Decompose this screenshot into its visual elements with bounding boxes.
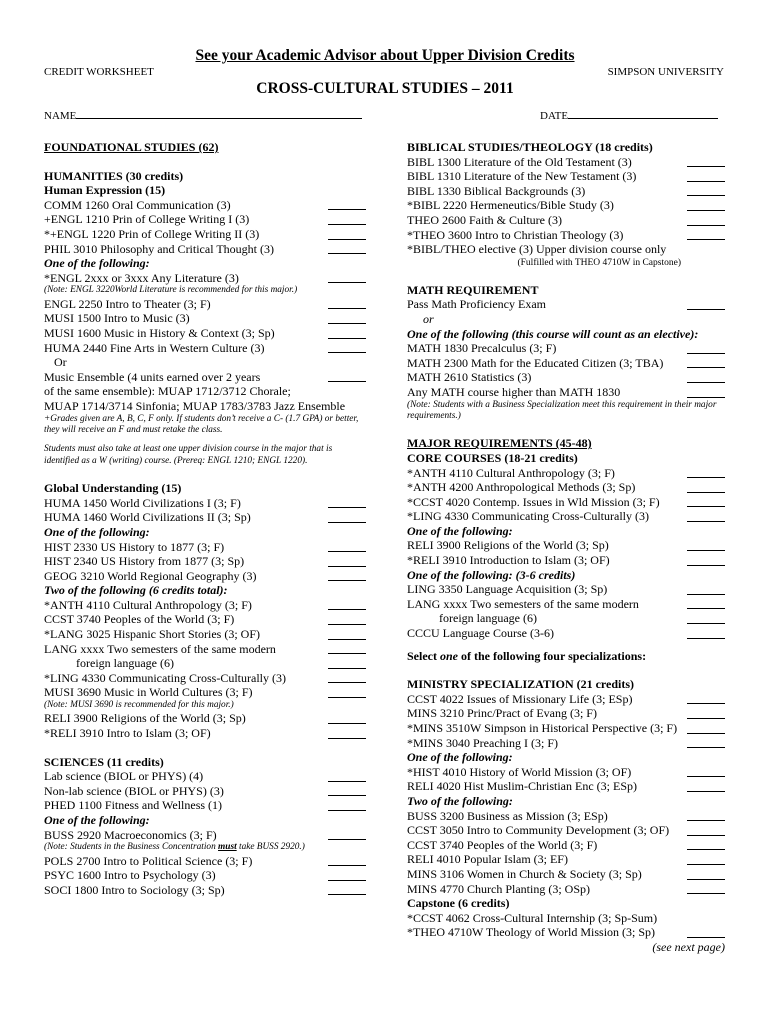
course-line: *LANG 3025 Hispanic Short Stories (3; OF) [44,627,366,642]
checkbox-line[interactable] [328,682,366,683]
checkbox-line[interactable] [687,166,725,167]
course-line: BIBL 1310 Literature of the New Testament (3) [407,169,725,184]
date-field[interactable] [540,108,718,122]
course-line: BIBL 1300 Literature of the Old Testament (3) [407,155,725,170]
checkbox-line[interactable] [687,492,725,493]
date-line[interactable] [568,108,718,119]
checkbox-line[interactable] [687,608,725,609]
or-text: or [423,311,434,326]
course-line: CCST 3740 Peoples of the World (3; F) [407,838,725,853]
checkbox-line[interactable] [687,195,725,196]
course-line: MINS 3106 Women in Church & Society (3; Sp) [407,867,725,882]
course-line: MUAP 1714/3714 Sinfonia; MUAP 1783/3783 Jazz Ensemble [44,398,346,413]
checkbox-line[interactable] [328,810,366,811]
course-line: LANG xxxx Two semesters of the same modern [44,642,366,657]
checkbox-line[interactable] [687,638,725,639]
course-line: POLS 2700 Intro to Political Science (3; F) [44,854,366,869]
note: (Note: MUSI 3690 is recommended for this major.) [44,700,234,711]
subsection-heading: Human Expression (15) [44,183,166,198]
course-line: PSYC 1600 Intro to Psychology (3) [44,868,366,883]
checkbox-line[interactable] [687,718,725,719]
checkbox-line[interactable] [687,506,725,507]
checkbox-line[interactable] [328,323,366,324]
checkbox-line[interactable] [687,820,725,821]
checkbox-line[interactable] [687,703,725,704]
course-line: *THEO 4710W Theology of World Mission (3; Sp) [407,925,725,940]
course-line: BUSS 2920 Macroeconomics (3; F) [44,828,366,843]
course-line: HUMA 1450 World Civilizations I (3; F) [44,496,366,511]
checkbox-line[interactable] [328,282,366,283]
checkbox-line[interactable] [687,382,725,383]
section-heading: MATH REQUIREMENT [407,282,539,297]
course-line: GEOG 3210 World Regional Geography (3) [44,569,366,584]
checkbox-line[interactable] [687,791,725,792]
checkbox-line[interactable] [328,697,366,698]
checkbox-line[interactable] [328,580,366,581]
checkbox-line[interactable] [687,623,725,624]
checkbox-line[interactable] [687,353,725,354]
course-line: RELI 4010 Popular Islam (3; EF) [407,852,725,867]
course-line: *LING 4330 Communicating Cross-Culturally (3) [44,671,366,686]
checkbox-line[interactable] [328,639,366,640]
section-heading: BIBLICAL STUDIES/THEOLOGY (18 credits) [407,140,653,154]
subsection-heading: Capstone (6 credits) [407,896,510,911]
course-line: LANG xxxx Two semesters of the same modern [407,597,725,612]
checkbox-line[interactable] [687,397,725,398]
choice-heading: Two of the following (6 credits total): [44,583,228,598]
course-line: PHIL 3010 Philosophy and Critical Thought (3) [44,242,366,257]
checkbox-line[interactable] [328,894,366,895]
note: (Note: Students with a Business Specialization meet this requirement in their major requirements.) [407,399,717,421]
checkbox-line[interactable] [328,566,366,567]
checkbox-line[interactable] [687,864,725,865]
course-line: *BIBL/THEO elective (3) Upper division course only [407,242,667,257]
course-line: PHED 1100 Fitness and Wellness (1) [44,798,366,813]
checkbox-line[interactable] [687,849,725,850]
checkbox-line[interactable] [328,352,366,353]
choice-heading: One of the following: [407,750,513,765]
course-line: *ANTH 4110 Cultural Anthropology (3; F) [44,598,366,613]
section-heading: SCIENCES (11 credits) [44,754,164,769]
course-line: THEO 2600 Faith & Culture (3) [407,213,725,228]
checkbox-line[interactable] [328,781,366,782]
checkbox-line[interactable] [687,565,725,566]
checkbox-line[interactable] [687,367,725,368]
checkbox-line[interactable] [687,239,725,240]
course-line: RELI 3900 Religions of the World (3; Sp) [44,711,366,726]
checkbox-line[interactable] [328,653,366,654]
course-line: MINS 4770 Church Planting (3; OSp) [407,882,725,897]
course-line: Pass Math Proficiency Exam [407,297,725,312]
checkbox-line[interactable] [328,522,366,523]
note: (Note: Students in the Business Concentration must take BUSS 2920.) [44,842,305,853]
left-column [44,140,366,897]
subsection-heading: CORE COURSES (18-21 credits) [407,450,578,465]
checkbox-line[interactable] [328,723,366,724]
course-line: MUSI 1600 Music in History & Context (3; Sp) [44,326,366,341]
course-line: Any MATH course higher than MATH 1830 [407,385,725,400]
course-line: *MINS 3510W Simpson in Historical Perspective (3; F) [407,721,725,736]
checkbox-line[interactable] [328,609,366,610]
checkbox-line[interactable] [687,776,725,777]
note: (Fulfilled with THEO 4710W in Capstone) [517,257,681,268]
checkbox-line[interactable] [328,381,366,382]
section-heading: FOUNDATIONAL STUDIES (62) [44,140,219,154]
university-name: SIMPSON UNIVERSITY [607,66,724,78]
course-line: MATH 1830 Precalculus (3; F) [407,341,725,356]
course-line: *CCST 4020 Contemp. Issues in Wld Mission (3; F) [407,495,725,510]
course-line: CCCU Language Course (3-6) [407,626,725,641]
checkbox-line[interactable] [328,738,366,739]
course-line: *RELI 3910 Introduction to Islam (3; OF) [407,553,725,568]
checkbox-line[interactable] [328,209,366,210]
course-line: CCST 4022 Issues of Missionary Life (3; ESp) [407,692,725,707]
course-line: *HIST 4010 History of World Mission (3; OF) [407,765,725,780]
course-line: RELI 4020 Hist Muslim-Christian Enc (3; ESp) [407,779,725,794]
note: (Note: ENGL 3220World Literature is recommended for this major.) [44,285,298,296]
checkbox-line[interactable] [687,181,725,182]
course-line: *ENGL 2xxx or 3xxx Any Literature (3) [44,271,366,286]
checkbox-line[interactable] [328,839,366,840]
date-label: DATE [540,110,569,122]
advisor-note: See your Academic Advisor about Upper Division Credits [195,47,575,64]
course-line: RELI 3900 Religions of the World (3; Sp) [407,538,725,553]
course-line: LING 3350 Language Acquisition (3; Sp) [407,582,725,597]
page-title: CROSS-CULTURAL STUDIES – 2011 [256,80,514,97]
course-line: foreign language (6) [44,656,366,671]
course-line: BUSS 3200 Business as Mission (3; ESp) [407,809,725,824]
checkbox-line[interactable] [328,224,366,225]
checkbox-line[interactable] [687,477,725,478]
course-line: MINS 3210 Princ/Pract of Evang (3; F) [407,706,725,721]
choice-heading: One of the following: [407,523,513,538]
checkbox-line[interactable] [328,308,366,309]
course-line: *ANTH 4110 Cultural Anthropology (3; F) [407,466,725,481]
subsection-heading: Global Understanding (15) [44,481,182,496]
course-line: Music Ensemble (4 units earned over 2 years [44,370,366,385]
course-line: of the same ensemble): MUAP 1712/3712 Chorale; [44,384,291,399]
note: Students must also take at least one upper division course in the major that is identified as a W (writing) course. (Prereq: ENGL 1210; ENGL 1220). [44,444,333,466]
course-line: MATH 2610 Statistics (3) [407,370,725,385]
checkbox-line[interactable] [687,733,725,734]
course-line: *RELI 3910 Intro to Islam (3; OF) [44,726,366,741]
choice-heading: One of the following: (3-6 credits) [407,567,576,582]
course-line: *MINS 3040 Preaching I (3; F) [407,736,725,751]
see-next-page: (see next page) [652,939,725,954]
course-line: HUMA 2440 Fine Arts in Western Culture (3) [44,341,366,356]
course-line: MUSI 3690 Music in World Cultures (3; F) [44,685,366,700]
course-line: *LING 4330 Communicating Cross-Culturally (3) [407,509,725,524]
section-heading: HUMANITIES (30 credits) [44,168,184,183]
course-line: COMM 1260 Oral Communication (3) [44,198,366,213]
course-line: foreign language (6) [407,611,725,626]
course-line: *+ENGL 1220 Prin of College Writing II (3) [44,227,366,242]
course-line: CCST 3740 Peoples of the World (3; F) [44,612,366,627]
checkbox-line[interactable] [687,210,725,211]
name-field[interactable] [44,108,362,122]
checkbox-line[interactable] [328,624,366,625]
checkbox-line[interactable] [328,253,366,254]
course-line: *ANTH 4200 Anthropological Methods (3; Sp) [407,480,725,495]
name-line[interactable] [76,108,362,119]
checkbox-line[interactable] [687,879,725,880]
right-column [407,140,725,955]
checkbox-line[interactable] [687,594,725,595]
checkbox-line[interactable] [328,507,366,508]
course-line: *THEO 3600 Intro to Christian Theology (3) [407,228,725,243]
choice-heading: One of the following (this course will count as an elective): [407,326,699,341]
course-line: SOCI 1800 Intro to Sociology (3; Sp) [44,883,366,898]
course-line: MUSI 1500 Intro to Music (3) [44,311,366,326]
choice-heading: Two of the following: [407,793,513,808]
checkbox-line[interactable] [328,795,366,796]
course-line: *CCST 4062 Cross-Cultural Internship (3; Sp-Sum) [407,910,658,925]
course-line: MATH 2300 Math for the Educated Citizen (3; TBA) [407,356,725,371]
checkbox-line[interactable] [687,747,725,748]
checkbox-line[interactable] [687,225,725,226]
course-line: ENGL 2250 Intro to Theater (3; F) [44,297,366,312]
checkbox-line[interactable] [687,893,725,894]
course-line: Lab science (BIOL or PHYS) (4) [44,769,366,784]
checkbox-line[interactable] [687,835,725,836]
choice-heading: One of the following: [44,524,150,539]
checkbox-line[interactable] [328,865,366,866]
checkbox-line[interactable] [328,338,366,339]
course-line: HUMA 1460 World Civilizations II (3; Sp) [44,510,366,525]
checkbox-line[interactable] [328,551,366,552]
course-line: HIST 2340 US History from 1877 (3; Sp) [44,554,366,569]
or-text: Or [54,355,67,370]
course-line: +ENGL 1210 Prin of College Writing I (3) [44,212,366,227]
worksheet-label: CREDIT WORKSHEET [44,66,154,78]
checkbox-line[interactable] [687,550,725,551]
checkbox-line[interactable] [687,937,725,938]
choice-heading: One of the following: [44,256,150,271]
course-line: CCST 3050 Intro to Community Development (3; OF) [407,823,725,838]
choice-heading: One of the following: [44,813,150,827]
section-heading: MINISTRY SPECIALIZATION (21 credits) [407,677,635,692]
section-heading: MAJOR REQUIREMENTS (45-48) [407,436,592,451]
checkbox-line[interactable] [328,668,366,669]
course-line: HIST 2330 US History to 1877 (3; F) [44,540,366,555]
course-line: *BIBL 2220 Hermeneutics/Bible Study (3) [407,198,725,213]
name-label: NAME [44,110,77,122]
course-line: Non-lab science (BIOL or PHYS) (3) [44,784,366,799]
checkbox-line[interactable] [687,521,725,522]
checkbox-line[interactable] [687,309,725,310]
specialization-instruction: Select one of the following four specializations: [407,648,647,663]
note: +Grades given are A, B, C, F only. If students don’t receive a C- (1.7 GPA) or better, they will receive an F and must retake the class. [44,413,359,435]
course-line: BIBL 1330 Biblical Backgrounds (3) [407,184,725,199]
checkbox-line[interactable] [328,239,366,240]
checkbox-line[interactable] [328,880,366,881]
